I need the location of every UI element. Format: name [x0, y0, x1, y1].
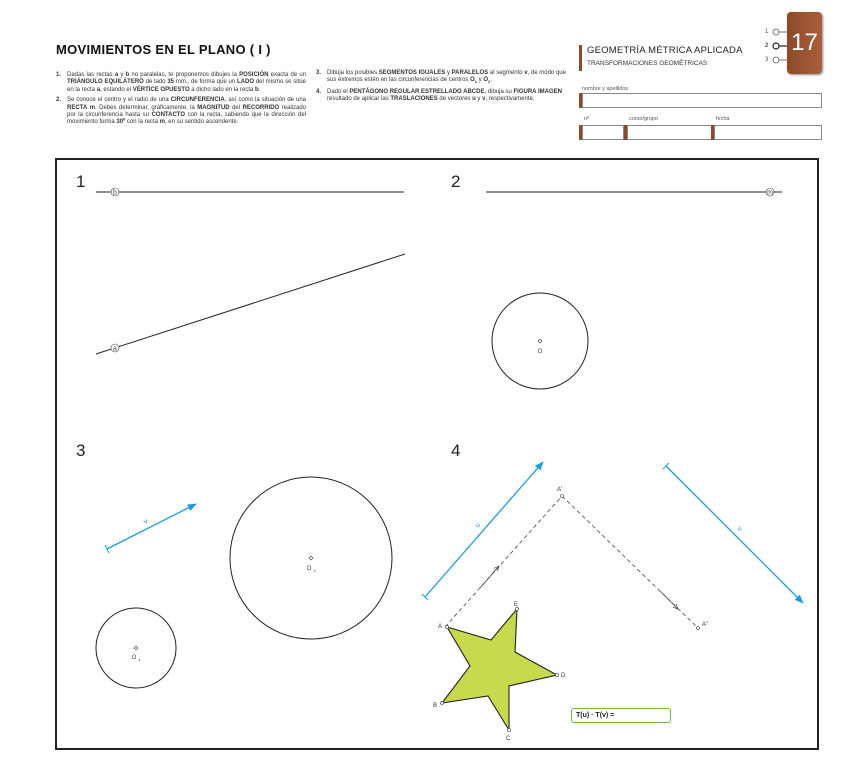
star-pentagon-abcde [442, 609, 557, 730]
instruction-fragment: VÉRTICE OPUESTO [132, 86, 190, 93]
exercise-number-1: 1 [76, 172, 86, 191]
instruction-fragment: y [118, 72, 126, 78]
center-o-mark [538, 339, 542, 343]
vertex-a-label: A [438, 624, 443, 630]
vector-u-label: u [474, 521, 483, 530]
level-number-2: 2 [765, 43, 769, 49]
center-o1-mark [134, 646, 138, 650]
instruction-fragment: con la recta, sabiendo que la dirección del movimiento forma [67, 112, 306, 126]
page-title: MOVIMIENTOS EN EL PLANO ( I ) [56, 42, 271, 57]
instruction-fragment: y [476, 77, 484, 84]
instruction-fragment: . [490, 77, 492, 84]
course-label: curso/grupo [629, 116, 659, 122]
instruction-fragment: del [229, 104, 243, 111]
instruction-fragment: u [472, 96, 476, 103]
instruction-fragment: MAGNITUD [197, 104, 230, 111]
instruction-fragment: exacta de un [268, 72, 306, 78]
point-a-double-prime-label: A'' [702, 622, 709, 628]
exercise-number-3: 3 [76, 441, 86, 460]
instruction-fragment: a dicho lado en la recta [189, 86, 256, 93]
center-o2-label: O [306, 566, 312, 572]
instruction-fragment: a [114, 72, 119, 78]
instruction-fragment: 2 [488, 79, 491, 85]
point-a-double-prime [697, 627, 700, 630]
instruction-fragment: Dado el [327, 89, 350, 95]
circle-o2 [230, 477, 392, 639]
instruction-fragment: POSICIÓN [239, 72, 269, 78]
line-a [96, 254, 405, 354]
level-number-3: 3 [765, 57, 769, 63]
level-number-1: 1 [765, 29, 769, 35]
vector-v-ex3-label: v [142, 517, 150, 526]
instruction-fragment: a [96, 86, 101, 93]
point-a-prime-label: A' [557, 487, 563, 493]
header-subtitle: TRANSFORMACIONES GEOMÉTRICAS [587, 60, 708, 67]
instruction-fragment: al segmento [488, 70, 525, 76]
instruction-fragment: Dibuja los posibles [327, 70, 379, 76]
instruction-fragment: Se conoce el centro y el radio de una [67, 97, 171, 104]
vertex-b-label: B [433, 703, 438, 709]
instruction-fragment: O [470, 77, 475, 84]
instruction-fragment: . Debes determinar, gráficamente, la [95, 104, 198, 111]
center-o2-subscript: 2 [313, 568, 316, 573]
exercise-number-2: 2 [451, 172, 461, 191]
instruction-fragment: Dadas las rectas [67, 72, 115, 78]
instruction-fragment: LADO [237, 79, 254, 86]
instruction-fragment: SEGMENTOS IGUALES [378, 70, 446, 76]
vertex-a [445, 625, 448, 628]
vertex-c-label: C [506, 736, 511, 742]
instruction-fragment: TRIÁNGULO EQUILÁTERO [67, 79, 144, 86]
instruction-fragment: v [524, 70, 528, 76]
instruction-number: 3. [316, 70, 322, 76]
line-a-label: a [113, 345, 117, 353]
instruction-fragment: no paralelas, te proponemos dibujes la [129, 72, 240, 78]
instruction-fragment: b [125, 72, 130, 78]
instruction-fragment: del mismo se sitúe en la recta [67, 79, 306, 93]
line-m-label: m [767, 189, 773, 197]
instruction-fragment: b [255, 86, 259, 93]
vertex-c [507, 728, 510, 731]
instruction-fragment: de lado [143, 79, 168, 86]
translation-path-u [445, 496, 562, 627]
name-label: nombre y apellidos [582, 86, 629, 92]
instruction-fragment: , así como la situación de una [224, 97, 307, 104]
center-o1-subscript: 1 [138, 657, 141, 662]
vector-v-ex4-label: v [735, 525, 744, 533]
instruction-number: 1. [56, 72, 62, 78]
instruction-fragment: mm., de forma que un [174, 79, 237, 86]
exercise-1-figure [96, 188, 405, 354]
instruction-fragment: FIGURA IMAGEN [513, 89, 562, 95]
point-a-prime [561, 495, 564, 498]
instruction-fragment: . [258, 86, 261, 93]
instruction-fragment: de vectores [437, 96, 473, 103]
instruction-fragment: O [483, 77, 488, 84]
instruction-fragment: 30º [116, 119, 126, 126]
vertex-d [555, 673, 558, 676]
instruction-fragment: y [475, 96, 483, 103]
instruction-fragment: PARALELOS [451, 70, 489, 76]
instruction-fragment: RECTA [67, 104, 88, 111]
instruction-fragment: m [89, 104, 96, 111]
instruction-fragment: 1 [474, 79, 477, 85]
exercise-3-figure [96, 477, 392, 688]
circle-o1 [96, 608, 176, 688]
date-label: fecha [716, 116, 730, 122]
exercise-2-figure [486, 188, 782, 389]
instruction-fragment: resultado de aplicar las [327, 96, 391, 103]
instruction-number: 4. [316, 89, 322, 95]
instruction-fragment: PENTÁGONO REGULAR ESTRELLADO ABCDE [349, 89, 485, 95]
instruction-fragment: , de modo que sus extremos estén en las circunferencias de centros [327, 70, 566, 84]
instruction-fragment: y [445, 70, 452, 76]
header-title: GEOMETRÍA MÉTRICA APLICADA [587, 45, 743, 56]
vertex-b [440, 701, 443, 704]
instruction-fragment: 35 [167, 79, 175, 86]
instruction-fragment: TRASLACIONES [390, 96, 438, 103]
instruction-fragment: v [482, 96, 486, 103]
vector-v-ex3 [107, 504, 196, 549]
vector-u [425, 462, 543, 597]
translation-arrow-u [480, 566, 499, 588]
exercise-4-figure [422, 462, 803, 742]
no-label: nº [584, 116, 590, 122]
instruction-fragment: realizado por la circunferencia hasta su [67, 104, 307, 119]
center-o1-label: O [131, 655, 137, 661]
instruction-fragment: CONTACTO [151, 112, 186, 119]
instruction-fragment: , dibuja su [484, 89, 514, 95]
translation-arrow-v [660, 591, 678, 609]
instruction-number: 2. [56, 97, 62, 104]
instruction-fragment: con la recta [125, 119, 160, 126]
instruction-fragment: CIRCUNFERENCIA [170, 97, 225, 104]
exercise-number-4: 4 [451, 441, 461, 460]
instruction-fragment: RECORRIDO [242, 104, 280, 111]
instruction-fragment: , respectivamente. [485, 96, 535, 103]
instruction-fragment: , estando el [100, 86, 133, 93]
line-b-label: b [113, 189, 117, 197]
instruction-fragment: m [159, 119, 165, 126]
center-o-label: O [537, 349, 543, 355]
vertex-d-label: D [561, 673, 566, 679]
sheet-number-badge: 17 [787, 12, 822, 74]
vertex-e-label: E [514, 602, 519, 608]
vector-v-ex4 [666, 466, 803, 603]
circle-o [492, 293, 588, 389]
center-o2-mark [309, 556, 313, 560]
instruction-fragment: , en su sentido ascendente. [164, 119, 239, 126]
translation-formula-box: T(u) · T(v) = [571, 708, 671, 723]
